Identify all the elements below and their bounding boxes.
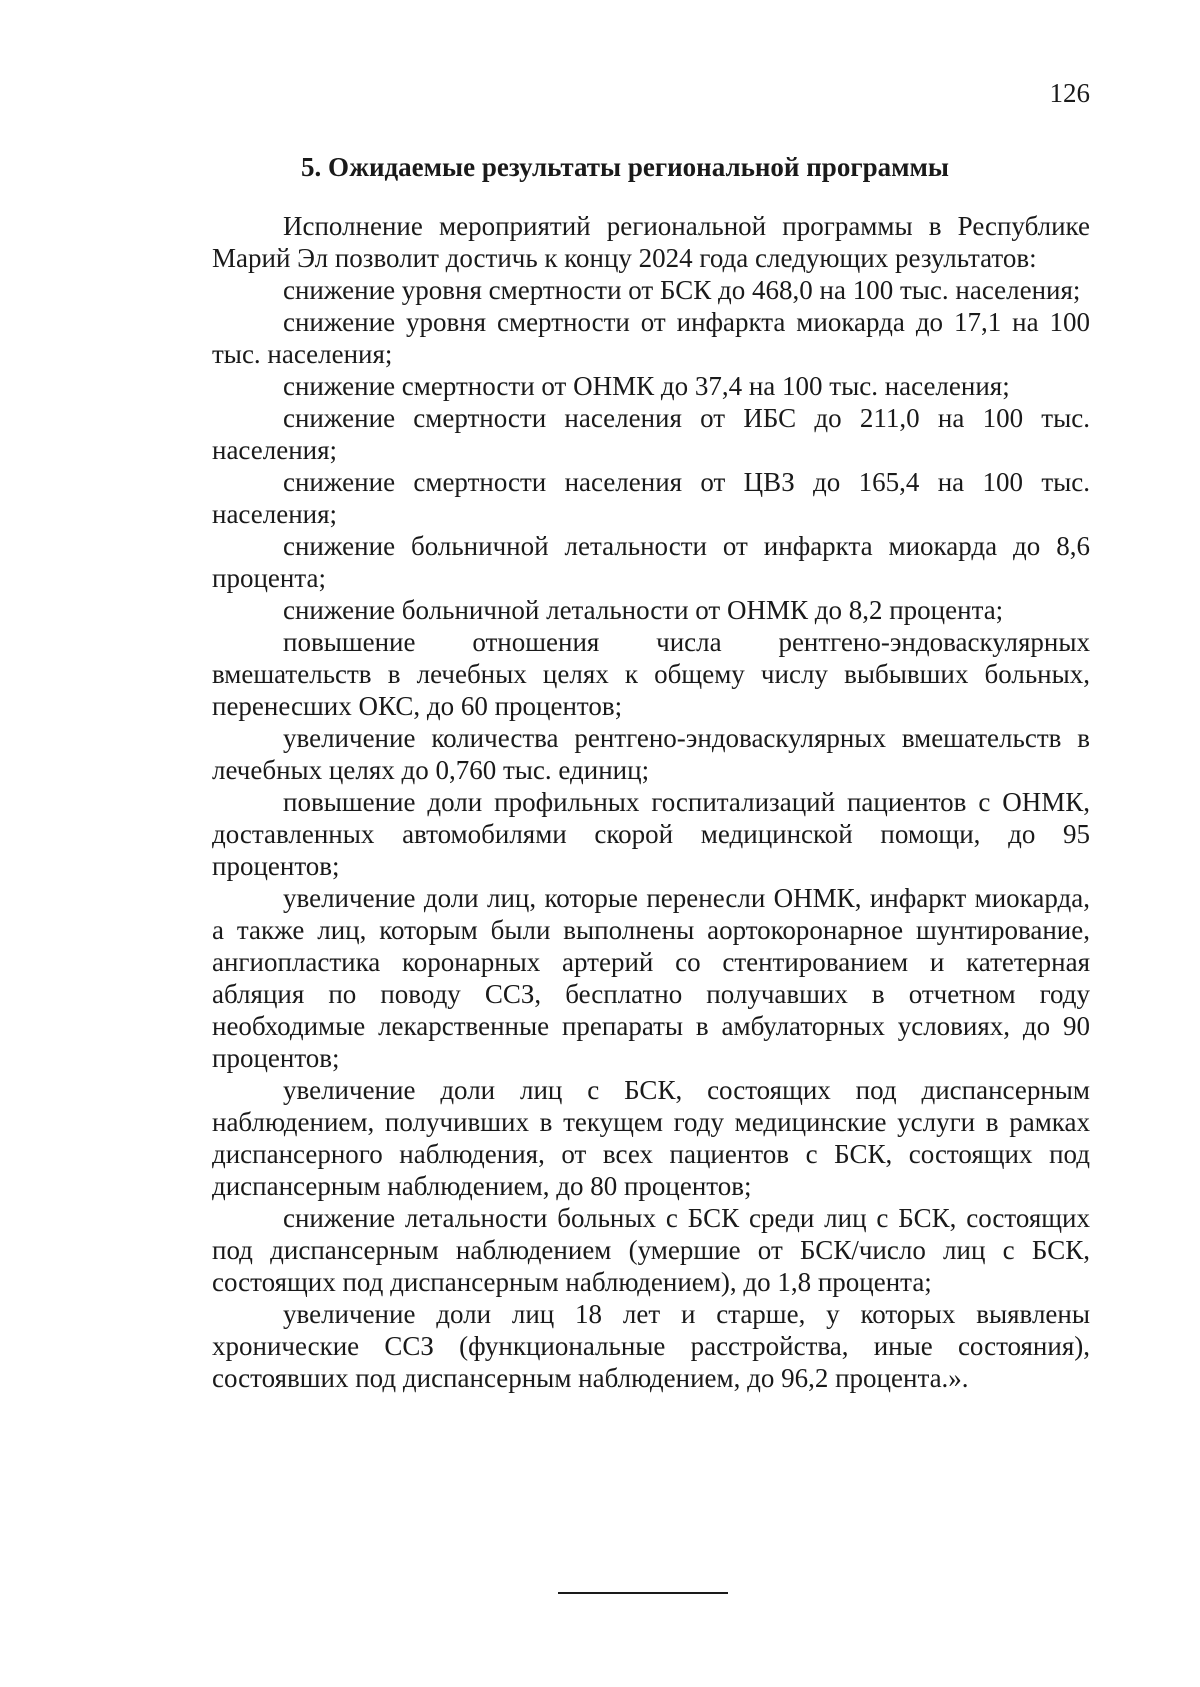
list-item: повышение отношения числа рентгено-эндоваскулярных вмешательств в лечебных целях к общему числу выбывших больных, перенесших ОКС, до 60 процентов;: [212, 627, 1090, 721]
list-item: снижение уровня смертности от БСК до 468,0 на 100 тыс. населения;: [283, 275, 1081, 305]
list-item: увеличение доли лиц 18 лет и старше, у которых выявлены хронические ССЗ (функциональные расстройства, иные состояния), состоявших под диспансерным наблюдением, до 96,2 процента.».: [212, 1299, 1090, 1393]
list-item: снижение летальности больных с БСК среди лиц с БСК, состоящих под диспансерным наблюдением (умершие от БСК/число лиц с БСК, состоящих под диспансерным наблюдением), до 1,8 процента;: [212, 1203, 1090, 1297]
list-item: снижение смертности населения от ИБС до 211,0 на 100 тыс. населения;: [212, 403, 1090, 465]
list-item: снижение больничной летальности от ОНМК до 8,2 процента;: [283, 595, 1004, 625]
list-item: снижение больничной летальности от инфаркта миокарда до 8,6 процента;: [212, 531, 1090, 593]
section-title: 5. Ожидаемые результаты региональной программы: [301, 152, 949, 182]
paragraph-intro: Исполнение мероприятий региональной программы в Республике Марий Эл позволит достичь к концу 2024 года следующих результатов:: [212, 211, 1090, 273]
list-item: повышение доли профильных госпитализаций пациентов с ОНМК, доставленных автомобилями скорой медицинской помощи, до 95 процентов;: [212, 787, 1090, 881]
list-item: снижение уровня смертности от инфаркта миокарда до 17,1 на 100 тыс. населения;: [212, 307, 1090, 369]
list-item: увеличение количества рентгено-эндоваскулярных вмешательств в лечебных целях до 0,760 тыс. единиц;: [212, 723, 1090, 785]
end-divider: [558, 1592, 728, 1594]
list-item: снижение смертности населения от ЦВЗ до 165,4 на 100 тыс. населения;: [212, 467, 1090, 529]
list-item: увеличение доли лиц, которые перенесли ОНМК, инфаркт миокарда, а также лиц, которым были выполнены аортокоронарное шунтирование, ангиопластика коронарных артерий со стентированием и катетерная абляция по поводу ССЗ, бесплатно получавших в отчетном году необходимые лекарственные препараты в амбулаторных условиях, до 90 процентов;: [212, 883, 1090, 1073]
document-body: [212, 210, 1090, 1394]
page-number: 126: [1049, 78, 1090, 108]
list-item: увеличение доли лиц с БСК, состоящих под диспансерным наблюдением, получивших в текущем году медицинские услуги в рамках диспансерного наблюдения, от всех пациентов с БСК, состоящих под диспансерным наблюдением, до 80 процентов;: [212, 1075, 1090, 1201]
list-item: снижение смертности от ОНМК до 37,4 на 100 тыс. населения;: [283, 371, 1010, 401]
